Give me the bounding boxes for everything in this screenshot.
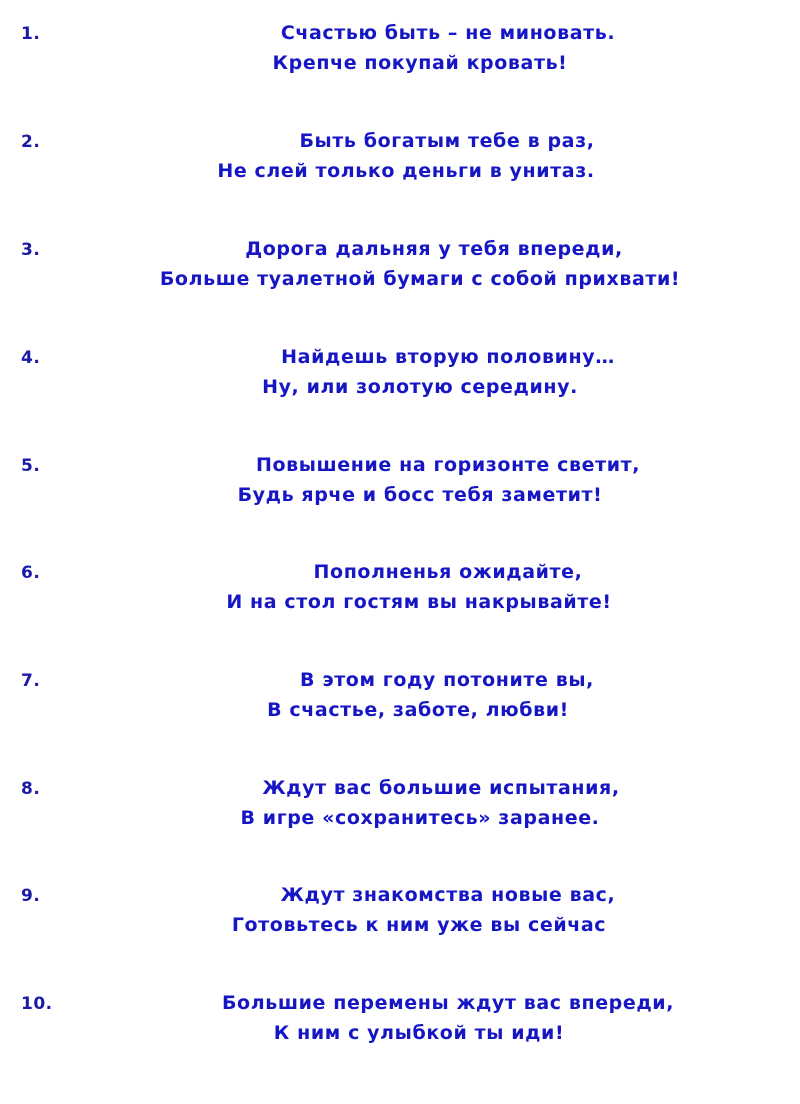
item-line-2: Ну, или золотую середину.	[262, 376, 578, 398]
list-item	[0, 563, 800, 633]
item-number: 1.	[21, 24, 41, 44]
item-line-1: Большие перемены ждут вас впереди,	[221, 992, 675, 1014]
item-line-2: Не слей только деньги в унитаз.	[217, 160, 595, 182]
item-line-2: И на стол гостям вы накрывайте!	[226, 591, 612, 613]
item-number: 5.	[21, 456, 41, 476]
list-item	[0, 240, 800, 310]
item-line-2: В счастье, заботе, любви!	[267, 699, 569, 721]
item-line-1: Пополненья ожидайте,	[313, 561, 583, 583]
list-item	[0, 24, 800, 94]
item-line-2: Крепче покупай кровать!	[272, 52, 568, 74]
item-number: 6.	[21, 563, 41, 583]
item-line-1: Повышение на горизонте светит,	[255, 454, 641, 476]
item-number: 8.	[21, 779, 41, 799]
item-number: 9.	[21, 886, 41, 906]
item-number: 3.	[21, 240, 41, 260]
item-line-1: Дорога дальняя у тебя впереди,	[245, 238, 623, 260]
item-line-1: Ждут знакомства новые вас,	[280, 884, 616, 906]
list-item	[0, 886, 800, 956]
item-line-1: В этом году потоните вы,	[300, 669, 594, 691]
item-line-1: Счастью быть – не миновать.	[280, 22, 616, 44]
list-item	[0, 994, 800, 1064]
item-number: 2.	[21, 132, 41, 152]
item-line-2: Будь ярче и босс тебя заметит!	[237, 484, 603, 506]
list-item	[0, 779, 800, 849]
item-number: 4.	[21, 348, 41, 368]
item-line-1: Найдешь вторую половину…	[281, 346, 615, 368]
list-item	[0, 348, 800, 418]
item-line-2: Больше туалетной бумаги с собой прихвати!	[159, 268, 681, 290]
item-line-2: Готовьтесь к ним уже вы сейчас	[231, 914, 607, 936]
item-number: 7.	[21, 671, 41, 691]
item-line-1: Быть богатым тебе в раз,	[299, 130, 595, 152]
list-item	[0, 456, 800, 526]
list-item	[0, 132, 800, 202]
list-item	[0, 671, 800, 741]
item-line-2: К ним с улыбкой ты иди!	[273, 1022, 565, 1044]
item-line-1: Ждут вас большие испытания,	[262, 777, 620, 799]
item-number: 10.	[21, 994, 53, 1014]
item-line-2: В игре «сохранитесь» заранее.	[240, 807, 600, 829]
